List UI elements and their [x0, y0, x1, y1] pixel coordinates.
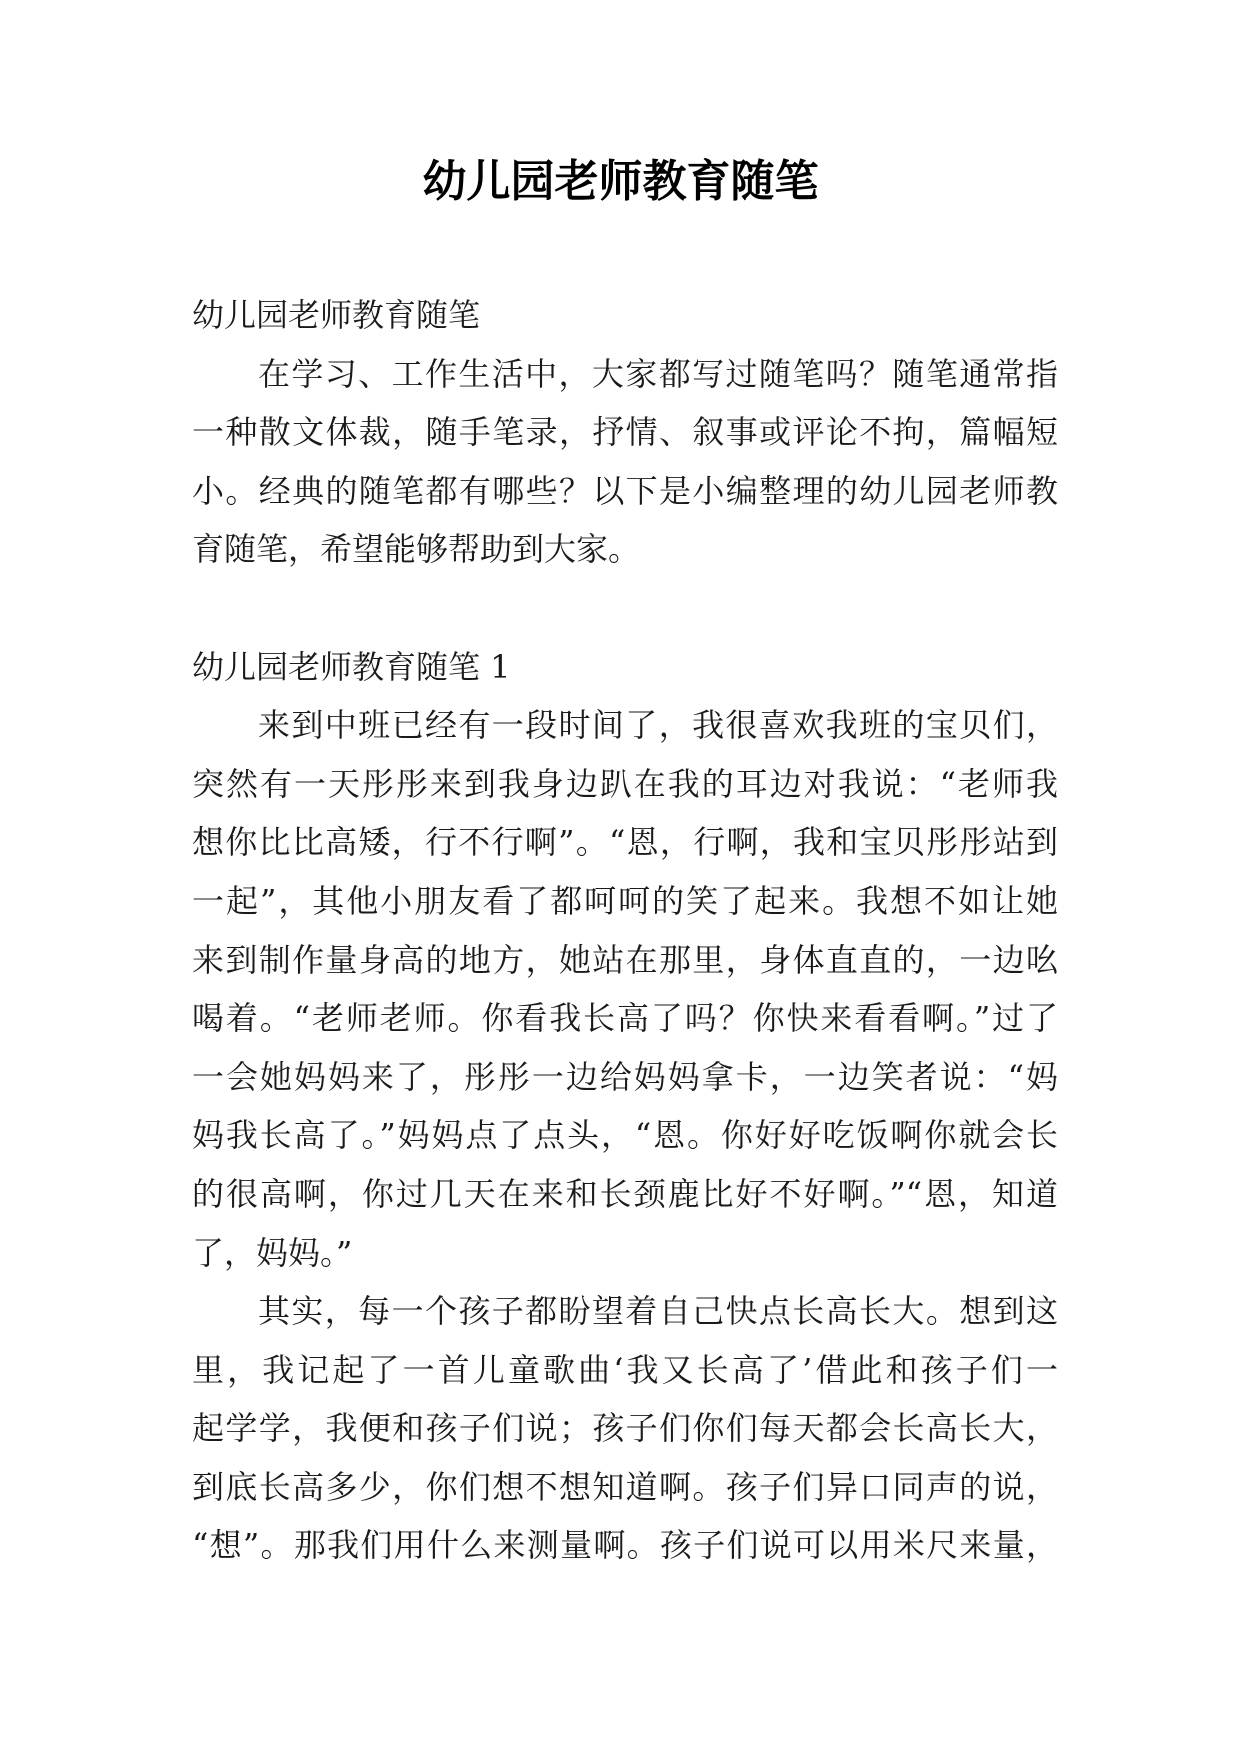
- document-body: [192, 286, 1058, 1575]
- paragraph-line: 一种散文体裁，随手笔录，抒情、叙事或评论不拘，篇幅短: [192, 413, 1058, 452]
- paragraph-line: 其实，每一个孩子都盼望着自己快点长高长大。想到这: [258, 1292, 1058, 1331]
- paragraph: [192, 345, 1058, 579]
- paragraph-line: “想”。那我们用什么来测量啊。孩子们说可以用米尺来量，: [192, 1526, 1058, 1565]
- paragraph-line: 在学习、工作生活中，大家都写过随笔吗？随笔通常指: [258, 354, 1058, 393]
- paragraph-line: 喝着。“老师老师。你看我长高了吗？你快来看看啊。”过了: [192, 999, 1058, 1038]
- paragraph-line: 妈我长高了。”妈妈点了点头，“恩。你好好吃饭啊你就会长: [192, 1116, 1058, 1155]
- paragraph-line: 想你比比高矮，行不行啊”。“恩，行啊，我和宝贝彤彤站到: [192, 823, 1058, 862]
- paragraph-line: 小。经典的随笔都有哪些？以下是小编整理的幼儿园老师教: [192, 471, 1058, 510]
- paragraph-line: 突然有一天彤彤来到我身边趴在我的耳边对我说：“老师我: [192, 764, 1058, 803]
- paragraph-line: 了，妈妈。”: [192, 1233, 353, 1272]
- paragraph: [192, 1282, 1058, 1575]
- paragraph-line: 来到制作量身高的地方，她站在那里，身体直直的，一边吆: [192, 940, 1058, 979]
- paragraph-line: 育随笔，希望能够帮助到大家。: [192, 530, 641, 569]
- paragraph-line: 的很高啊，你过几天在来和长颈鹿比好不好啊。”“恩，知道: [192, 1174, 1058, 1213]
- section-heading: 幼儿园老师教育随笔 1: [192, 647, 511, 686]
- document-title: 幼儿园老师教育随笔: [422, 156, 819, 207]
- section-heading: 幼儿园老师教育随笔: [192, 296, 481, 334]
- paragraph-line: 一起”，其他小朋友看了都呵呵的笑了起来。我想不如让她: [192, 881, 1058, 920]
- paragraph-line: 里，我记起了一首儿童歌曲‘我又长高了’借此和孩子们一: [192, 1350, 1058, 1389]
- section-intro: [192, 286, 1058, 579]
- paragraph: [192, 696, 1058, 1282]
- paragraph-line: 起学学，我便和孩子们说；孩子们你们每天都会长高长大，: [192, 1409, 1058, 1448]
- paragraph-line: 到底长高多少，你们想不想知道啊。孩子们异口同声的说，: [192, 1467, 1058, 1506]
- paragraph-line: 来到中班已经有一段时间了，我很喜欢我班的宝贝们，: [258, 706, 1058, 745]
- paragraph-line: 一会她妈妈来了，彤彤一边给妈妈拿卡，一边笑者说：“妈: [192, 1057, 1058, 1096]
- section-1: [192, 638, 1058, 1576]
